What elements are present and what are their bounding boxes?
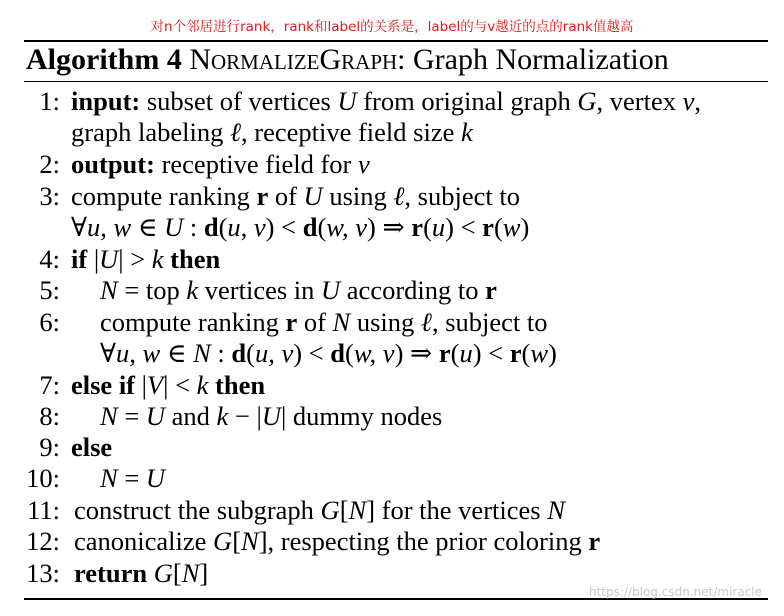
math-symbol: G [213, 526, 233, 556]
math-symbol: N [547, 495, 565, 525]
math-symbol: w [530, 338, 548, 368]
math-symbol: u, w [87, 212, 132, 242]
line-number: 9: [39, 432, 60, 462]
bold-symbol: r [285, 307, 298, 337]
line-fragment: according to [340, 275, 486, 305]
algorithm-label: Algorithm 4 [26, 43, 182, 76]
line-fragment: ( [218, 212, 228, 242]
math-symbol: ℓ [420, 307, 432, 337]
line-fragment: = [117, 463, 146, 493]
math-symbol: U [261, 401, 281, 431]
bold-symbol: r [411, 212, 424, 242]
line-number: 7: [39, 370, 60, 400]
line-fragment: compute ranking [100, 307, 286, 337]
line-fragment: [ [232, 526, 242, 556]
math-symbol: k [196, 370, 209, 400]
line-fragment: , receptive field size [241, 117, 461, 147]
line-fragment: ( [521, 338, 531, 368]
line-text [71, 369, 265, 401]
line-fragment: : [183, 212, 204, 242]
math-symbol: v [358, 149, 370, 179]
line-text [100, 462, 165, 494]
math-symbol: u [431, 212, 446, 242]
line-fragment: = top [117, 275, 187, 305]
math-symbol: U [303, 181, 323, 211]
bold-symbol: r [256, 181, 269, 211]
bold-symbol: r [588, 526, 601, 556]
line-text [71, 431, 112, 463]
algorithm-line [0, 369, 784, 401]
algorithm-title [26, 41, 669, 79]
line-fragment: [ [339, 495, 349, 525]
line-fragment: , subject to [431, 307, 548, 337]
line-fragment: using [322, 181, 394, 211]
math-symbol: ℓ [229, 117, 241, 147]
math-symbol: N [348, 495, 367, 525]
line-fragment: ], respecting the prior coloring [258, 526, 589, 556]
math-symbol: u, v [254, 338, 294, 368]
line-fragment: ( [246, 338, 255, 368]
bold-symbol: d [330, 338, 345, 368]
math-symbol: N [100, 463, 118, 493]
algorithm-line [0, 211, 784, 243]
math-symbol: G [577, 86, 597, 116]
line-fragment: ) < [472, 338, 510, 368]
line-fragment: ] for the vertices [366, 495, 548, 525]
line-fragment: , subject to [404, 181, 520, 211]
line-fragment: = [117, 401, 146, 431]
line-fragment [147, 558, 154, 588]
math-symbol: k [186, 275, 199, 305]
algorithm-line [0, 116, 784, 148]
line-fragment: receptive field for [154, 149, 359, 179]
line-fragment: canonicalize [74, 526, 214, 556]
line-text [71, 116, 473, 148]
line-fragment: graph labeling [71, 117, 230, 147]
line-text [100, 400, 442, 432]
line-text [71, 148, 370, 180]
line-text [100, 306, 548, 338]
algorithm-line [0, 400, 784, 432]
line-fragment: | > [118, 244, 152, 274]
line-fragment: , [694, 86, 702, 116]
algorithm-line [0, 306, 784, 338]
line-text [100, 274, 497, 306]
math-symbol: U [99, 244, 119, 274]
math-symbol: v [682, 86, 695, 116]
keyword: output: [71, 149, 155, 179]
math-symbol: U [321, 275, 341, 305]
math-symbol: U [337, 86, 357, 116]
math-symbol: U [145, 401, 166, 431]
line-text [71, 243, 220, 275]
algorithm-name: NormalizeGraph [189, 43, 398, 76]
line-number: 6: [39, 307, 60, 337]
math-symbol: N [193, 338, 211, 368]
line-number: 4: [39, 244, 60, 274]
bold-symbol: r [438, 338, 451, 368]
line-fragment: compute ranking [71, 181, 257, 211]
line-fragment: subset of vertices [140, 86, 338, 116]
line-fragment: of [268, 181, 304, 211]
line-fragment: ∀ [71, 212, 87, 242]
keyword: if [71, 244, 88, 274]
math-symbol: w, v [326, 212, 368, 242]
line-fragment: | [135, 370, 147, 400]
line-fragment: : [210, 338, 232, 368]
line-fragment: ) < [445, 212, 483, 242]
line-fragment: , vertex [596, 86, 683, 116]
math-symbol: N [332, 307, 351, 337]
math-symbol: U [164, 212, 184, 242]
line-fragment: | < [163, 370, 197, 400]
math-symbol: V [146, 370, 164, 400]
line-number: 2: [39, 149, 60, 179]
math-symbol: u [459, 338, 473, 368]
keyword: then [170, 244, 221, 274]
line-text [74, 525, 600, 557]
line-fragment: of [297, 307, 333, 337]
line-fragment: ( [317, 212, 327, 242]
line-number: 11: [27, 495, 60, 525]
line-text [100, 337, 557, 369]
line-fragment: ( [493, 212, 503, 242]
watermark: https://blog.csdn.net/miracle [589, 585, 762, 599]
line-text [71, 211, 529, 243]
keyword: input: [71, 86, 141, 116]
math-symbol: u, w [116, 338, 161, 368]
algorithm-line [0, 243, 784, 275]
algorithm-line [0, 180, 784, 212]
handwritten-annotation: 对n个邻居进行rank，rank和label的关系是，label的与v越近的点的rank值越高 [150, 19, 634, 35]
algorithm-line [0, 337, 784, 369]
line-fragment: ( [345, 338, 354, 368]
line-fragment: [ [172, 558, 182, 588]
bold-symbol: d [231, 338, 247, 368]
math-symbol: u, v [227, 212, 266, 242]
line-text [71, 180, 520, 212]
line-fragment: ) < [293, 338, 331, 368]
line-fragment: ) < [265, 212, 303, 242]
algorithm-line [0, 85, 784, 117]
keyword: else [71, 432, 113, 462]
algorithm-line [0, 274, 784, 306]
line-number: 10: [26, 463, 60, 493]
bold-symbol: d [203, 212, 219, 242]
algorithm-subtitle: : Graph Normalization [397, 43, 669, 76]
line-fragment: ) [548, 338, 557, 368]
math-symbol: k [216, 401, 229, 431]
line-fragment: ∈ [160, 338, 194, 368]
math-symbol: w [502, 212, 521, 242]
math-symbol: N [100, 401, 118, 431]
line-fragment: construct the subgraph [74, 495, 321, 525]
line-fragment: | dummy nodes [280, 401, 443, 431]
algorithm-line [0, 494, 784, 526]
line-number: 12: [26, 526, 60, 556]
math-symbol: G [320, 495, 340, 525]
line-fragment: − | [228, 401, 262, 431]
math-symbol: N [100, 275, 118, 305]
line-number: 8: [39, 401, 60, 431]
line-fragment: ) ⇒ [367, 212, 412, 242]
line-number: 1: [39, 86, 60, 116]
math-symbol: N [241, 526, 259, 556]
title-rule [24, 81, 768, 82]
math-symbol: G [153, 558, 173, 588]
math-symbol: ℓ [393, 181, 405, 211]
line-fragment: ∈ [131, 212, 165, 242]
line-fragment: ∀ [100, 338, 116, 368]
math-symbol: k [460, 117, 473, 147]
line-fragment: ( [423, 212, 432, 242]
line-number: 5: [39, 275, 60, 305]
algorithm-line [0, 148, 784, 180]
keyword: return [74, 558, 148, 588]
line-fragment: ) [520, 212, 530, 242]
line-text [71, 85, 701, 117]
line-number: 3: [39, 181, 60, 211]
bold-symbol: d [302, 212, 318, 242]
line-number: 13: [26, 558, 60, 588]
line-fragment: ] [199, 558, 209, 588]
line-fragment: ) ⇒ [394, 338, 439, 368]
math-symbol: U [145, 463, 166, 493]
bold-symbol: r [482, 212, 494, 242]
algorithm-line [0, 431, 784, 463]
line-text [74, 494, 565, 526]
keyword: else if [71, 370, 136, 400]
bold-symbol: r [485, 275, 497, 305]
algorithm-line [0, 525, 784, 557]
bold-symbol: r [509, 338, 522, 368]
keyword: then [215, 370, 266, 400]
math-symbol: k [151, 244, 164, 274]
math-symbol: w, v [353, 338, 395, 368]
line-fragment: and [165, 401, 217, 431]
algorithm-line [0, 462, 784, 494]
line-text [74, 557, 208, 589]
line-fragment: using [350, 307, 421, 337]
line-fragment: ( [450, 338, 460, 368]
line-fragment: | [87, 244, 100, 274]
line-fragment: from original graph [356, 86, 578, 116]
line-fragment: vertices in [198, 275, 322, 305]
math-symbol: N [181, 558, 200, 588]
